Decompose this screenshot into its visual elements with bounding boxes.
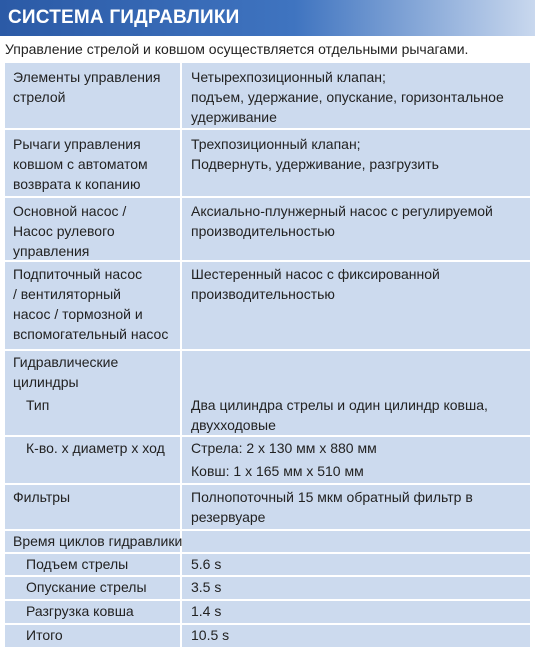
spec-label: Элементы управления стрелой — [13, 69, 161, 105]
spec-row-cylinder-size — [5, 435, 530, 460]
spec-value: Два цилиндра стрелы и один цилиндр ковша, двухходовые — [191, 397, 488, 433]
spec-value: 1.4 s — [191, 603, 222, 619]
section-title: СИСТЕМА ГИДРАВЛИКИ — [8, 7, 240, 28]
spec-row-bucket-dump — [5, 599, 530, 623]
spec-row-cylinders-header — [5, 349, 530, 393]
spec-row-cylinder-size-bucket — [5, 460, 530, 483]
spec-table — [5, 63, 530, 647]
spec-label: К-во. х диаметр х ход — [26, 440, 165, 456]
spec-value: Аксиально-плунжерный насос с регулируемой производительностью — [191, 203, 493, 239]
spec-row-cycle-times-header — [5, 529, 530, 552]
spec-value: Стрела: 2 х 130 мм х 880 мм — [191, 440, 377, 456]
spec-row-total — [5, 623, 530, 647]
spec-value: Полнопоточный 15 мкм обратный фильтр в резервуаре — [191, 489, 473, 525]
spec-label: Рычаги управления ковшом с автоматом возврата к копанию — [13, 136, 148, 192]
spec-label: Подъем стрелы — [26, 556, 129, 572]
spec-value: Ковш: 1 х 165 мм х 510 мм — [191, 463, 364, 479]
spec-value: 10.5 s — [191, 627, 230, 643]
spec-label: Фильтры — [13, 489, 71, 505]
spec-label: Основной насос / Насос рулевого управления — [13, 203, 127, 259]
intro-text: Управление стрелой и ковшом осуществляется отдельными рычагами. — [5, 41, 469, 57]
spec-value: Трехпозиционный клапан; Подвернуть, удерживание, разгрузить — [191, 136, 439, 172]
spec-row-bucket-levers — [5, 128, 530, 196]
spec-row-boom-raise — [5, 552, 530, 575]
spec-label: Время циклов гидравлики — [13, 533, 183, 549]
spec-label: Итого — [26, 627, 63, 643]
spec-row-cylinder-type — [5, 393, 530, 435]
spec-label: Гидравлические цилиндры — [13, 354, 119, 390]
spec-label: Опускание стрелы — [26, 579, 147, 595]
spec-value: Шестеренный насос с фиксированной производительностью — [191, 266, 440, 302]
spec-label: Тип — [26, 397, 50, 413]
spec-row-boom-controls — [5, 63, 530, 128]
spec-value: 3.5 s — [191, 579, 222, 595]
spec-value: Четырехпозиционный клапан; подъем, удержание, опускание, горизонтальное удерживание — [191, 69, 504, 125]
spec-row-charge-pump — [5, 260, 530, 349]
spec-row-main-pump — [5, 196, 530, 260]
title-bar — [0, 0, 535, 36]
spec-label: Подпиточный насос / вентиляторный насос / тормозной и вспомогательный насос — [13, 266, 169, 342]
spec-row-filters — [5, 483, 530, 529]
spec-value: 5.6 s — [191, 556, 222, 572]
spec-row-boom-lower — [5, 575, 530, 599]
spec-label: Разгрузка ковша — [26, 603, 134, 619]
